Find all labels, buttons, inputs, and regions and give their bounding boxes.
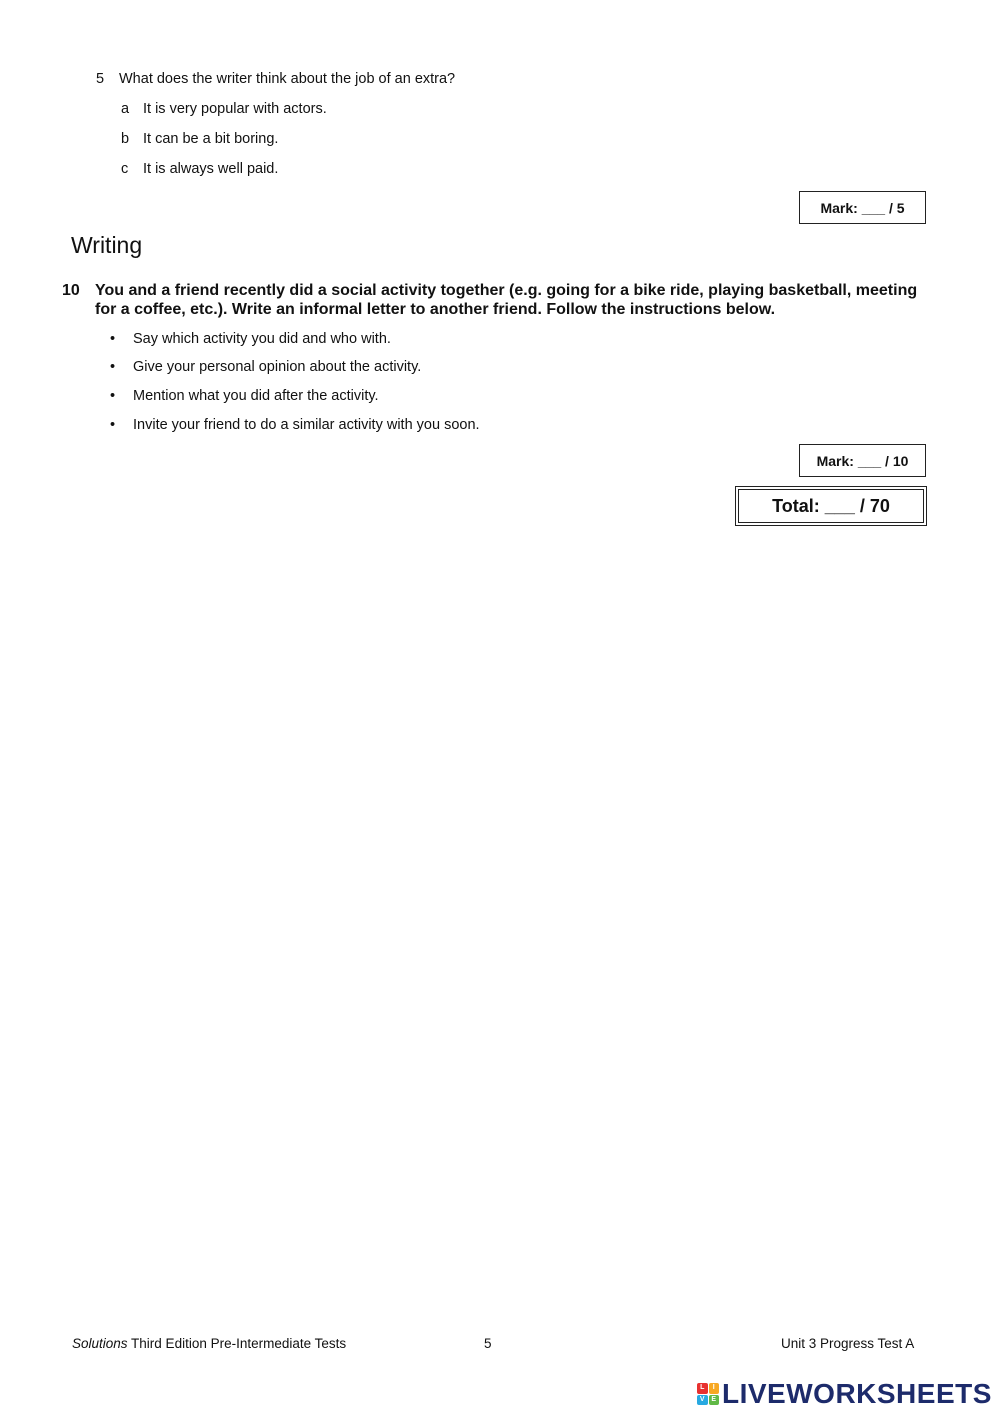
footer-book-title-italic: Solutions <box>72 1336 128 1351</box>
total-score: Total: ___ / 70 <box>738 489 924 523</box>
bullet-item: Say which activity you did and who with. <box>133 331 391 347</box>
total-box <box>735 486 927 526</box>
option-letter-a: a <box>121 101 130 117</box>
option-letter-c: c <box>121 161 129 177</box>
liveworksheets-logo-text: LIVEWORKSHEETS <box>722 1378 992 1409</box>
bullet-icon: • <box>110 359 116 375</box>
logo-tile: E <box>709 1395 720 1406</box>
bullet-icon: • <box>110 388 116 404</box>
logo-tile: I <box>709 1383 720 1394</box>
bullet-item: Mention what you did after the activity. <box>133 388 379 404</box>
option-text-b[interactable]: It can be a bit boring. <box>143 131 279 147</box>
bullet-item: Invite your friend to do a similar activity with you soon. <box>133 417 480 433</box>
task-number: 10 <box>62 282 80 299</box>
logo-tile: L <box>697 1383 708 1394</box>
footer-book-title <box>72 1336 346 1351</box>
option-text-a[interactable]: It is very popular with actors. <box>143 101 327 117</box>
task-instructions: You and a friend recently did a social activity together (e.g. going for a bike ride, playing basketball, meeting for a coffee, etc.). Write an informal letter to another friend. Follow the instructions below. <box>95 282 918 318</box>
liveworksheets-logo[interactable] <box>697 1378 992 1410</box>
section-heading-writing: Writing <box>71 232 143 258</box>
question-text: What does the writer think about the job of an extra? <box>119 71 456 87</box>
footer-test-name: Unit 3 Progress Test A <box>781 1336 915 1351</box>
footer-book-title-rest: Third Edition Pre-Intermediate Tests <box>127 1336 347 1351</box>
mark-box-writing: Mark: ___ / 10 <box>799 444 926 477</box>
mark-box-question-5: Mark: ___ / 5 <box>799 191 926 224</box>
page-number: 5 <box>484 1336 492 1351</box>
question-number: 5 <box>96 71 105 87</box>
bullet-icon: • <box>110 417 116 433</box>
liveworksheets-logo-icon <box>697 1383 719 1405</box>
bullet-item: Give your personal opinion about the activity. <box>133 359 422 375</box>
logo-tile: V <box>697 1395 708 1406</box>
bullet-icon: • <box>110 331 116 347</box>
option-text-c[interactable]: It is always well paid. <box>143 161 279 177</box>
option-letter-b: b <box>121 131 130 147</box>
